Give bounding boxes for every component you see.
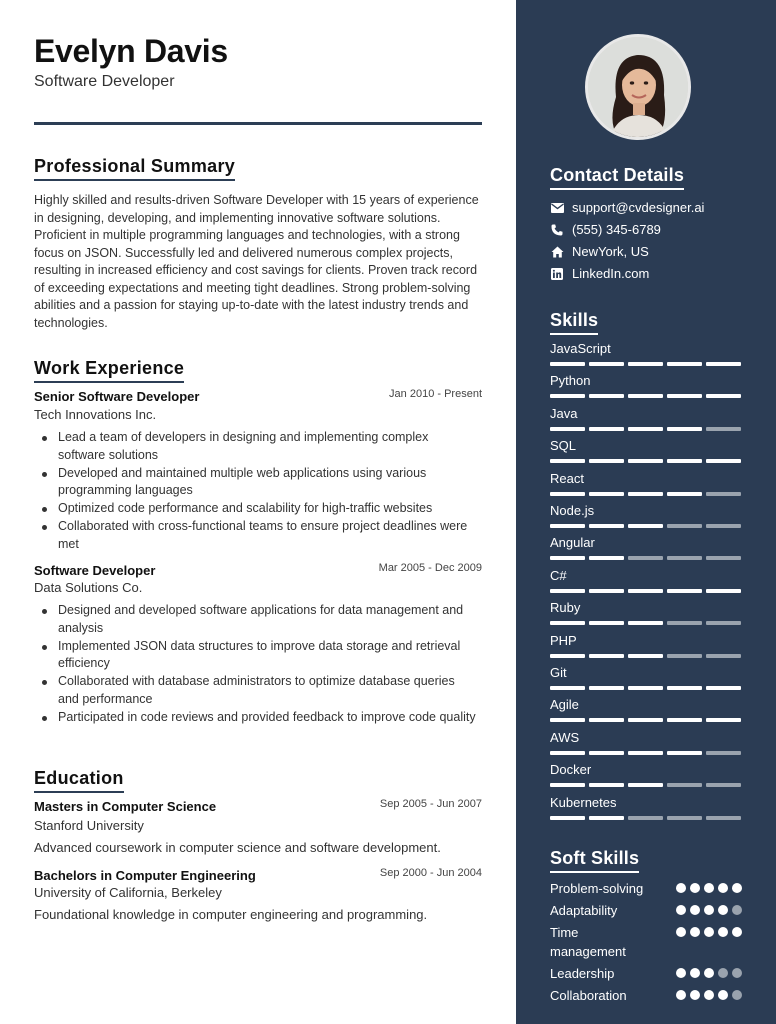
skill-name: Kubernetes — [550, 794, 617, 810]
rating-dot — [732, 990, 742, 1000]
soft-skill-rating — [676, 990, 742, 1000]
skill-level-segment — [589, 751, 624, 755]
skill-level-segment — [550, 686, 585, 690]
skill-level-bar — [550, 816, 741, 820]
rating-dot — [718, 968, 728, 978]
rating-dot — [704, 990, 714, 1000]
list-item: Collaborated with database administrators to optimize database queries and performance — [58, 673, 478, 708]
skill-level-segment — [667, 654, 702, 658]
skill-level-segment — [628, 524, 663, 528]
rating-dot — [676, 990, 686, 1000]
skill-level-segment — [667, 524, 702, 528]
contact-text: NewYork, US — [572, 244, 649, 259]
skill-level-segment — [589, 427, 624, 431]
skill-name: JavaScript — [550, 341, 611, 356]
skill-level-bar — [550, 556, 741, 560]
contact-phone[interactable] — [550, 222, 661, 237]
rating-dot — [690, 927, 700, 937]
job-title: Software Developer — [34, 563, 156, 578]
rating-dot — [690, 990, 700, 1000]
contact-heading: Contact Details — [550, 165, 684, 190]
skill-level-bar — [550, 524, 741, 528]
list-item: Optimized code performance and scalability for high-traffic websites — [58, 500, 478, 518]
soft-skill-rating — [676, 905, 742, 915]
soft-skill-name: Adaptability — [550, 903, 618, 918]
rating-dot — [704, 968, 714, 978]
skill-name: Ruby — [550, 600, 581, 616]
skill-name: Docker — [550, 762, 592, 778]
skill-level-segment — [667, 459, 702, 463]
skill-level-bar — [550, 492, 741, 496]
skill-level-segment — [589, 492, 624, 496]
soft-skill-name: Collaboration — [550, 988, 627, 1003]
rating-dot — [718, 905, 728, 915]
sidebar — [516, 0, 776, 1024]
skill-level-segment — [667, 589, 702, 593]
work-heading: Work Experience — [34, 358, 184, 383]
skill-level-segment — [706, 556, 741, 560]
skill-level-segment — [589, 783, 624, 787]
rating-dot — [676, 927, 686, 937]
job-dates: Mar 2005 - Dec 2009 — [378, 562, 482, 574]
degree-description: Advanced coursework in computer science and software development. — [34, 840, 441, 855]
soft-skill-name: Problem-solving — [550, 881, 644, 896]
job-bullets — [58, 429, 478, 554]
soft-skill-name: Time management — [550, 925, 626, 959]
list-item: Collaborated with cross-functional teams to ensure project deadlines were met — [58, 518, 478, 553]
rating-dot — [732, 905, 742, 915]
skill-level-segment — [667, 492, 702, 496]
skill-level-segment — [550, 362, 585, 366]
rating-dot — [690, 968, 700, 978]
skill-level-bar — [550, 394, 741, 398]
rating-dot — [676, 883, 686, 893]
skill-level-segment — [628, 589, 663, 593]
rating-dot — [732, 968, 742, 978]
contact-location — [550, 244, 649, 259]
skill-level-segment — [706, 524, 741, 528]
list-item: Designed and developed software applications for data management and analysis — [58, 602, 478, 637]
skill-name: Angular — [550, 535, 595, 551]
skill-level-segment — [706, 492, 741, 496]
education-heading: Education — [34, 768, 124, 793]
skill-name: Agile — [550, 697, 579, 713]
skill-level-segment — [550, 751, 585, 755]
skill-level-segment — [628, 621, 663, 625]
job-dates: Jan 2010 - Present — [389, 388, 482, 400]
rating-dot — [676, 968, 686, 978]
rating-dot — [690, 883, 700, 893]
skill-level-segment — [589, 459, 624, 463]
skill-level-segment — [550, 459, 585, 463]
skill-name: Java — [550, 405, 578, 421]
skill-level-segment — [706, 589, 741, 593]
list-item: Lead a team of developers in designing and implementing complex software solutions — [58, 429, 478, 464]
skill-name: SQL — [550, 438, 577, 454]
rating-dot — [704, 927, 714, 937]
skill-level-segment — [550, 654, 585, 658]
skill-level-bar — [550, 718, 741, 722]
skill-name: Python — [550, 373, 591, 389]
skill-level-segment — [667, 718, 702, 722]
skill-level-segment — [628, 751, 663, 755]
skill-level-segment — [628, 362, 663, 366]
skill-level-segment — [589, 556, 624, 560]
skill-level-bar — [550, 654, 741, 658]
rating-dot — [704, 883, 714, 893]
skill-level-segment — [589, 654, 624, 658]
summary-text: Highly skilled and results-driven Software Developer with 15 years of experience in designing, developing, and implementing innovative software solutions. Proficient in multiple programming languages and technologies, with a strong focus on JSON. Successfully led and delivered numerous complex projects, resulting in increased efficiency and cost savings for clients. Proven track record of exceeding expectations and meeting tight deadlines. Strong problem-solving abilities and a passion for staying up-to-date with the latest industry trends and technologies. — [34, 193, 479, 330]
rating-dot — [732, 927, 742, 937]
skill-name: Git — [550, 665, 567, 680]
soft-skill-rating — [676, 968, 742, 978]
degree-title: Masters in Computer Science — [34, 799, 217, 814]
soft-skills-heading: Soft Skills — [550, 848, 639, 873]
skill-level-bar — [550, 362, 741, 366]
summary-heading: Professional Summary — [34, 156, 235, 181]
skill-level-segment — [628, 654, 663, 658]
degree-description: Foundational knowledge in computer engineering and programming. — [34, 907, 428, 922]
degree-dates: Sep 2005 - Jun 2007 — [379, 798, 482, 810]
job-company: Tech Innovations Inc. — [34, 407, 157, 422]
skill-level-segment — [550, 783, 585, 787]
phone-icon — [550, 223, 564, 237]
rating-dot — [676, 905, 686, 915]
skill-level-segment — [706, 394, 741, 398]
degree-title: Bachelors in Computer Engineering — [34, 868, 256, 883]
skill-level-bar — [550, 621, 741, 625]
skill-level-segment — [628, 718, 663, 722]
skill-level-segment — [589, 718, 624, 722]
skill-level-segment — [628, 394, 663, 398]
skill-name: React — [550, 470, 584, 486]
skill-level-segment — [628, 686, 663, 690]
skill-level-segment — [589, 394, 624, 398]
linkedin-icon — [550, 267, 564, 281]
skill-level-segment — [667, 686, 702, 690]
skill-level-segment — [667, 621, 702, 625]
school-name: University of California, Berkeley — [34, 885, 222, 900]
skill-level-segment — [589, 524, 624, 528]
soft-skill-rating — [676, 883, 742, 893]
skill-level-segment — [706, 459, 741, 463]
skill-level-segment — [667, 751, 702, 755]
skill-level-segment — [550, 589, 585, 593]
skill-level-segment — [550, 524, 585, 528]
candidate-title: Software Developer — [34, 73, 175, 90]
job-company: Data Solutions Co. — [34, 580, 143, 595]
skill-level-bar — [550, 459, 741, 463]
skill-level-segment — [589, 621, 624, 625]
skill-level-segment — [550, 394, 585, 398]
rating-dot — [718, 927, 728, 937]
skill-level-segment — [706, 751, 741, 755]
skill-level-segment — [589, 589, 624, 593]
skill-level-segment — [706, 427, 741, 431]
soft-skill-rating — [676, 927, 742, 937]
contact-text: (555) 345-6789 — [572, 222, 661, 237]
contact-email[interactable] — [550, 200, 704, 215]
skill-level-segment — [667, 362, 702, 366]
skill-level-segment — [628, 816, 663, 820]
profile-photo — [585, 34, 691, 140]
skill-name: C# — [550, 567, 567, 583]
skill-level-segment — [550, 492, 585, 496]
skill-level-segment — [706, 686, 741, 690]
skill-level-segment — [628, 459, 663, 463]
skill-level-segment — [550, 427, 585, 431]
school-name: Stanford University — [34, 818, 144, 833]
skill-level-segment — [628, 556, 663, 560]
skill-level-segment — [628, 783, 663, 787]
skill-name: AWS — [550, 729, 580, 745]
skill-level-segment — [667, 394, 702, 398]
skill-level-segment — [706, 718, 741, 722]
job-title: Senior Software Developer — [34, 389, 200, 404]
skill-level-segment — [667, 556, 702, 560]
skill-level-segment — [550, 816, 585, 820]
avatar-illustration — [588, 37, 688, 137]
skill-level-bar — [550, 686, 741, 690]
skill-level-segment — [706, 362, 741, 366]
skill-level-segment — [589, 816, 624, 820]
skill-level-segment — [550, 556, 585, 560]
skill-level-segment — [706, 621, 741, 625]
email-icon — [550, 201, 564, 215]
skill-level-segment — [589, 362, 624, 366]
skill-level-bar — [550, 783, 741, 787]
soft-skill-name: Leadership — [550, 966, 615, 981]
skill-level-segment — [667, 783, 702, 787]
skill-level-bar — [550, 427, 741, 431]
list-item: Developed and maintained multiple web applications using various programming languages — [58, 465, 478, 500]
home-icon — [550, 245, 564, 259]
skill-level-bar — [550, 589, 741, 593]
rating-dot — [718, 883, 728, 893]
skills-heading: Skills — [550, 310, 598, 335]
skill-level-segment — [589, 686, 624, 690]
contact-linkedin[interactable] — [550, 266, 649, 281]
skill-level-segment — [667, 816, 702, 820]
skill-level-bar — [550, 751, 741, 755]
rating-dot — [690, 905, 700, 915]
skill-name: Node.js — [550, 503, 595, 518]
job-bullets — [58, 602, 478, 727]
skill-level-segment — [628, 492, 663, 496]
rating-dot — [718, 990, 728, 1000]
list-item: Implemented JSON data structures to improve data storage and retrieval efficiency — [58, 638, 478, 673]
skill-level-segment — [550, 718, 585, 722]
rating-dot — [704, 905, 714, 915]
skill-level-segment — [706, 816, 741, 820]
candidate-name: Evelyn Davis — [34, 33, 228, 69]
skill-level-segment — [706, 654, 741, 658]
skill-level-segment — [706, 783, 741, 787]
contact-text: support@cvdesigner.ai — [572, 200, 705, 215]
list-item: Participated in code reviews and provided feedback to improve code quality — [58, 709, 478, 727]
skill-name: PHP — [550, 632, 577, 648]
contact-text: LinkedIn.com — [572, 266, 650, 281]
degree-dates: Sep 2000 - Jun 2004 — [379, 867, 482, 879]
skill-level-segment — [628, 427, 663, 431]
skill-level-segment — [667, 427, 702, 431]
rating-dot — [732, 883, 742, 893]
skill-level-segment — [550, 621, 585, 625]
header-divider — [34, 122, 482, 125]
